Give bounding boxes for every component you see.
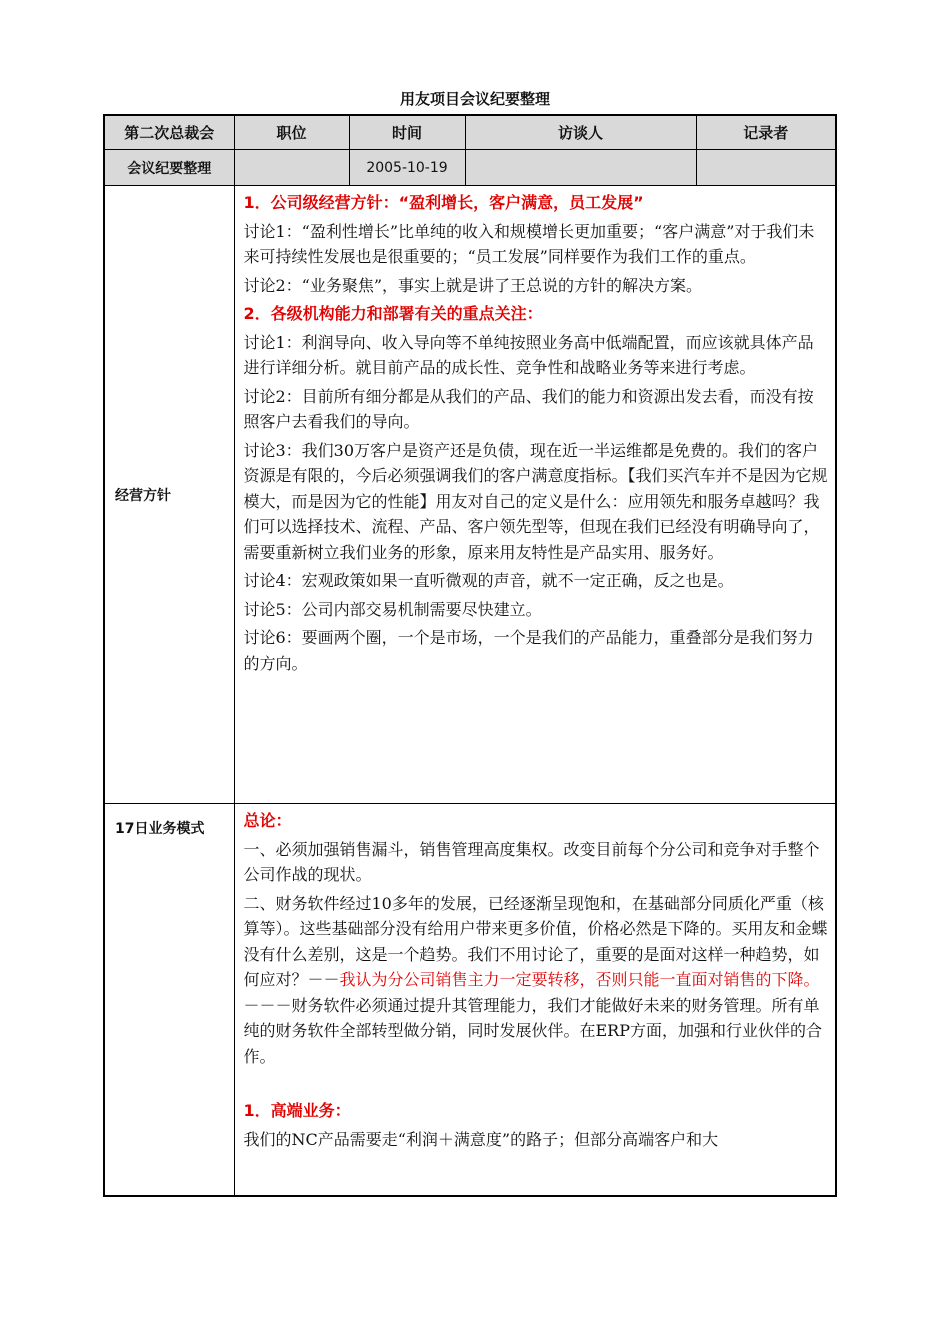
policy-paragraph: 讨论1：“盈利性增长”比单纯的收入和规模增长更加重要；“客户满意”对于我们未来可持续性发展也是很重要的；“员工发展”同样要作为我们工作的重点。	[243, 221, 815, 266]
model-heading-overview: 总论：	[243, 811, 292, 830]
document-title: 用友项目会议纪要整理	[399, 90, 550, 108]
section-content-model	[234, 804, 836, 1196]
header-time: 时间	[349, 115, 465, 150]
header-row	[104, 115, 836, 150]
section-label-model: 17日业务模式	[104, 804, 234, 1196]
header-meeting: 第二次总裁会	[104, 115, 234, 150]
policy-paragraph: 讨论6：要画两个圈，一个是市场，一个是我们的产品能力，重叠部分是我们努力的方向。	[243, 628, 814, 673]
policy-paragraph: 讨论3：我们30万客户是资产还是负债，现在近一半运维都是免费的。我们的客户资源是有限的，今后必须强调我们的客户满意度指标。【我们买汽车并不是因为它规模大，而是因为它的性能】用友对自己的定义是什么：应用领先和服务卓越吗？我们可以选择技术、流程、产品、客户领先型等，但现在我们已经没有明确导向了，需要重新树立我们业务的形象，原来用友特性是产品实用、服务好。	[243, 440, 828, 562]
model-heading-highend: 1．高端业务：	[243, 1101, 351, 1120]
spacer	[244, 1072, 830, 1098]
policy-paragraph: 讨论2：目前所有细分都是从我们的产品、我们的能力和资源出发去看，而没有按照客户去看我们的导向。	[243, 386, 814, 431]
policy-heading-2: 2．各级机构能力和部署有关的重点关注：	[243, 304, 543, 323]
policy-paragraph: 讨论2：“业务聚焦”，事实上就是讲了王总说的方针的解决方案。	[243, 275, 703, 295]
model-paragraph: 一、必须加强销售漏斗，销售管理高度集权。改变目前每个分公司和竞争对手整个公司作战的现状。	[243, 839, 820, 884]
model-text: 二、财务软件经过10多年的发展，已经逐渐呈现饱和，在基础部分同质化严重（核算等）。这些基础部分没有给用户带来更多价值，价格必然是下降的。买用友和金蝶没有什么差别，这是一个趋势。我们不用讨论了，重要的是面对这样一种趋势，如何应对？－－	[243, 893, 828, 989]
policy-heading-1: 1．公司级经营方针：“盈利增长，客户满意，员工发展”	[243, 193, 644, 212]
header-recorder: 记录者	[696, 115, 836, 150]
policy-paragraph: 讨论5：公司内部交易机制需要尽快建立。	[243, 599, 542, 619]
policy-paragraph: 讨论1：利润导向、收入导向等不单纯按照业务高中低端配置，而应该就具体产品进行详细分析。就目前产品的成长性、竞争性和战略业务等来进行考虑。	[243, 332, 814, 377]
model-text: －－－财务软件必须通过提升其管理能力，我们才能做好未来的财务管理。所有单纯的财务软件全部转型做分销，同时发展伙伴。在ERP方面，加强和行业伙伴的合作。	[243, 995, 822, 1066]
model-paragraph: 我们的NC产品需要走“利润＋满意度”的路子；但部分高端客户和大	[243, 1129, 719, 1149]
subheader-interviewer	[465, 150, 696, 186]
model-highlight-text: 我认为分公司销售主力一定要转移，否则只能一直面对销售的下降。	[339, 970, 820, 989]
policy-paragraph: 讨论4：宏观政策如果一直听微观的声音，就不一定正确，反之也是。	[243, 571, 734, 590]
subheader-row	[104, 150, 836, 186]
section-business-model	[104, 804, 836, 1196]
header-position: 职位	[234, 115, 349, 150]
section-content-policy	[234, 186, 836, 804]
subheader-recorder	[696, 150, 836, 186]
model-paragraph	[244, 891, 830, 1070]
minutes-table	[103, 114, 837, 1197]
section-business-policy	[104, 186, 836, 804]
subheader-position	[234, 150, 349, 186]
section-label-policy: 经营方针	[104, 186, 234, 804]
header-interviewer: 访谈人	[465, 115, 696, 150]
subheader-date: 2005-10-19	[349, 150, 465, 186]
subheader-minutes: 会议纪要整理	[104, 150, 234, 186]
